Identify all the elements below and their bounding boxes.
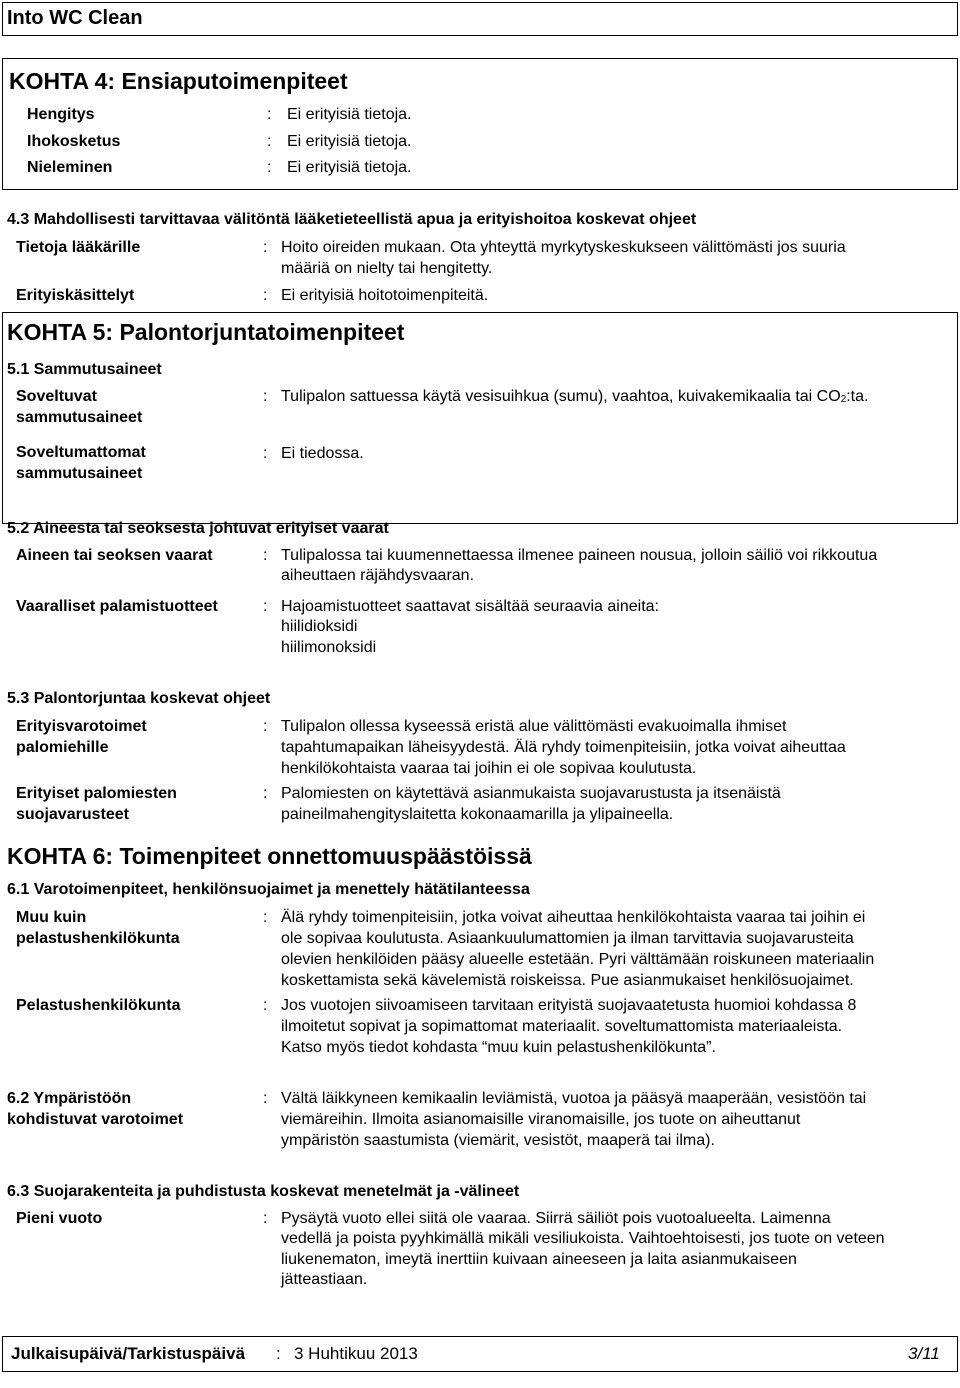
subsection-5-2-title: 5.2 Aineesta tai seoksesta johtuvat erityiset vaarat [7, 520, 389, 537]
row-value-hengitys: Ei erityisiä tietoja. [287, 106, 412, 123]
doctor-value-line1: Hoito oireiden mukaan. Ota yhteyttä myrkytyskeskukseen välittömästi jos suuria [281, 239, 846, 256]
firefighter-ppe-value-line1: Palomiesten on käytettävä asianmukaista suojavarustusta ja itsenäistä [281, 785, 781, 802]
hazard-value-line2: aiheuttaen räjähdysvaaran. [281, 567, 475, 584]
suitable-media-label-line1: Soveltuvat [16, 388, 97, 405]
colon: : [267, 159, 272, 176]
doctor-value-line2: määriä on nielty tai hengitetty. [281, 260, 493, 277]
row-label-hengitys: Hengitys [27, 106, 95, 123]
firefighter-ppe-value-line2: paineilmahengityslaitetta kokonaamarilla ja ylipaineella. [281, 806, 674, 823]
small-spill-value-line2: vedellä ja poista pyyhkimällä mikäli vesiliukoista. Vaihtoehtoisesti, jos tuote on veteen [281, 1230, 885, 1247]
row-value-nieleminen: Ei erityisiä tietoja. [287, 159, 412, 176]
subsection-6-3-title: 6.3 Suojarakenteita ja puhdistusta koskevat menetelmät ja -välineet [7, 1183, 520, 1200]
section-5-title: KOHTA 5: Palontorjuntatoimenpiteet [7, 319, 405, 345]
firefighter-precautions-label-line1: Erityisvarotoimet [16, 718, 147, 735]
non-emergency-label-line2: pelastushenkilökunta [16, 930, 180, 947]
combustion-value-line1: Hajoamistuotteet saattavat sisältää seuraavia aineita: [281, 598, 659, 615]
footer-date-label: Julkaisupäivä/Tarkistuspäivä [11, 1344, 246, 1363]
non-emergency-value-line2: ole sopivaa koulutusta. Asiaankuulumattomien ja ilman tarvittavia suojavarusteita [281, 930, 854, 947]
firefighter-ppe-label-line1: Erityiset palomiesten [16, 785, 177, 802]
subsection-6-1-title: 6.1 Varotoimenpiteet, henkilönsuojaimet ja menettely hätätilanteessa [7, 881, 530, 898]
hazard-label: Aineen tai seoksen vaarat [16, 547, 213, 564]
environmental-label-line1: 6.2 Ympäristöön [7, 1090, 132, 1107]
firefighter-precautions-value-line1: Tulipalon ollessa kyseessä eristä alue välittömästi evakuoimalla ihmiset [281, 718, 787, 735]
emergency-responders-value-line2: ilmoitetut sopivat ja sopimattomat materiaalit. soveltumattomista materiaaleista. [281, 1018, 843, 1035]
hazard-value-line1: Tulipalossa tai kuumennettaessa ilmenee paineen nousua, jolloin säiliö voi rikkoutua [281, 547, 878, 564]
suitable-media-label-line2: sammutusaineet [16, 409, 143, 426]
colon: : [263, 287, 268, 304]
non-emergency-value-line4: koskettamista sekä kävelemistä roiskeissa. Pue asianmukaiset henkilösuojaimet. [281, 972, 854, 989]
colon: : [263, 598, 268, 615]
section-4-title: KOHTA 4: Ensiaputoimenpiteet [9, 68, 348, 94]
small-spill-value-line4: jätteastiaan. [281, 1271, 368, 1288]
colon: : [267, 133, 272, 150]
small-spill-label: Pieni vuoto [16, 1210, 103, 1227]
footer-colon: : [276, 1344, 281, 1363]
colon: : [263, 1090, 268, 1107]
row-label-ihokosketus: Ihokosketus [27, 133, 121, 150]
environmental-value-line3: ympäristön saastumista (viemärit, vesistöt, maaperä tai ilma). [281, 1132, 715, 1149]
colon: : [263, 785, 268, 802]
subsection-4-3-title: 4.3 Mahdollisesti tarvittavaa välitöntä lääketieteellistä apua ja erityishoitoa koskevat ohjeet [7, 211, 697, 228]
environmental-value-line2: viemäreihin. Ilmoita asianomaisille viranomaisille, jos tuote on aiheuttanut [281, 1111, 801, 1128]
environmental-label-line2: kohdistuvat varotoimet [7, 1111, 184, 1128]
colon: : [263, 718, 268, 735]
emergency-responders-label: Pelastushenkilökunta [16, 997, 181, 1014]
colon: : [263, 445, 268, 462]
colon: : [263, 1210, 268, 1227]
emergency-responders-value-line1: Jos vuotojen siivoamiseen tarvitaan erityistä suojavaatetusta huomioi kohdassa 8 [281, 997, 857, 1014]
header-box [2, 2, 958, 36]
unsuitable-media-label-line1: Soveltumattomat [16, 444, 146, 461]
subsection-5-3-title: 5.3 Palontorjuntaa koskevat ohjeet [7, 690, 271, 707]
unsuitable-media-value: Ei tiedossa. [281, 445, 364, 462]
doctor-label: Tietoja lääkärille [16, 239, 141, 256]
special-treatment-value: Ei erityisiä hoitotoimenpiteitä. [281, 287, 489, 304]
colon: : [263, 997, 268, 1014]
unsuitable-media-label-line2: sammutusaineet [16, 465, 143, 482]
combustion-value-line2: hiilidioksidi [281, 618, 358, 635]
firefighter-precautions-value-line2: tapahtumapaikan läheisyydestä. Älä ryhdy toimenpiteisiin, jotka voivat aiheuttaa [281, 739, 846, 756]
subsection-5-1-title: 5.1 Sammutusaineet [7, 361, 162, 378]
combustion-value-line3: hiilimonoksidi [281, 639, 377, 656]
emergency-responders-value-line3: Katso myös tiedot kohdasta “muu kuin pelastushenkilökunta”. [281, 1039, 716, 1056]
combustion-products-label: Vaaralliset palamistuotteet [16, 598, 218, 615]
non-emergency-label-line1: Muu kuin [16, 909, 87, 926]
colon: : [263, 388, 268, 405]
section-6-title: KOHTA 6: Toimenpiteet onnettomuuspäästöissä [7, 843, 532, 869]
row-label-nieleminen: Nieleminen [27, 159, 113, 176]
colon: : [263, 547, 268, 564]
colon: : [263, 909, 268, 926]
firefighter-ppe-label-line2: suojavarusteet [16, 806, 129, 823]
special-treatment-label: Erityiskäsittelyt [16, 287, 135, 304]
small-spill-value-line1: Pysäytä vuoto ellei siitä ole vaaraa. Siirrä säiliöt pois vuotoalueelta. Laimenna [281, 1210, 831, 1227]
suitable-media-value: Tulipalon sattuessa käytä vesisuihkua (sumu), vaahtoa, kuivakemikaalia tai $CO_2:ta$. [281, 388, 869, 405]
document-title: Into WC Clean [7, 7, 143, 29]
non-emergency-value-line3: olevien henkilöiden pääsy alueelle estetään. Pyri välttämään roiskuneen materiaalin [281, 951, 875, 968]
colon: : [267, 106, 272, 123]
page-number: 3/11 [908, 1344, 940, 1363]
firefighter-precautions-label-line2: palomiehille [16, 739, 109, 756]
colon: : [263, 239, 268, 256]
firefighter-precautions-value-line3: henkilökohtaista vaaraa tai joihin ei ole sopivaa koulutusta. [281, 760, 697, 777]
footer-date-value: 3 Huhtikuu 2013 [294, 1344, 418, 1363]
non-emergency-value-line1: Älä ryhdy toimenpiteisiin, jotka voivat aiheuttaa henkilökohtaista vaaraa tai joihin ei [281, 909, 866, 926]
environmental-value-line1: Vältä läikkyneen kemikaalin leviämistä, vuotoa ja pääsyä maaperään, vesistöön tai [281, 1090, 867, 1107]
small-spill-value-line3: liukenematon, imeytä inerttiin kuivaan aineeseen ja laita asianmukaiseen [281, 1251, 797, 1268]
row-value-ihokosketus: Ei erityisiä tietoja. [287, 133, 412, 150]
